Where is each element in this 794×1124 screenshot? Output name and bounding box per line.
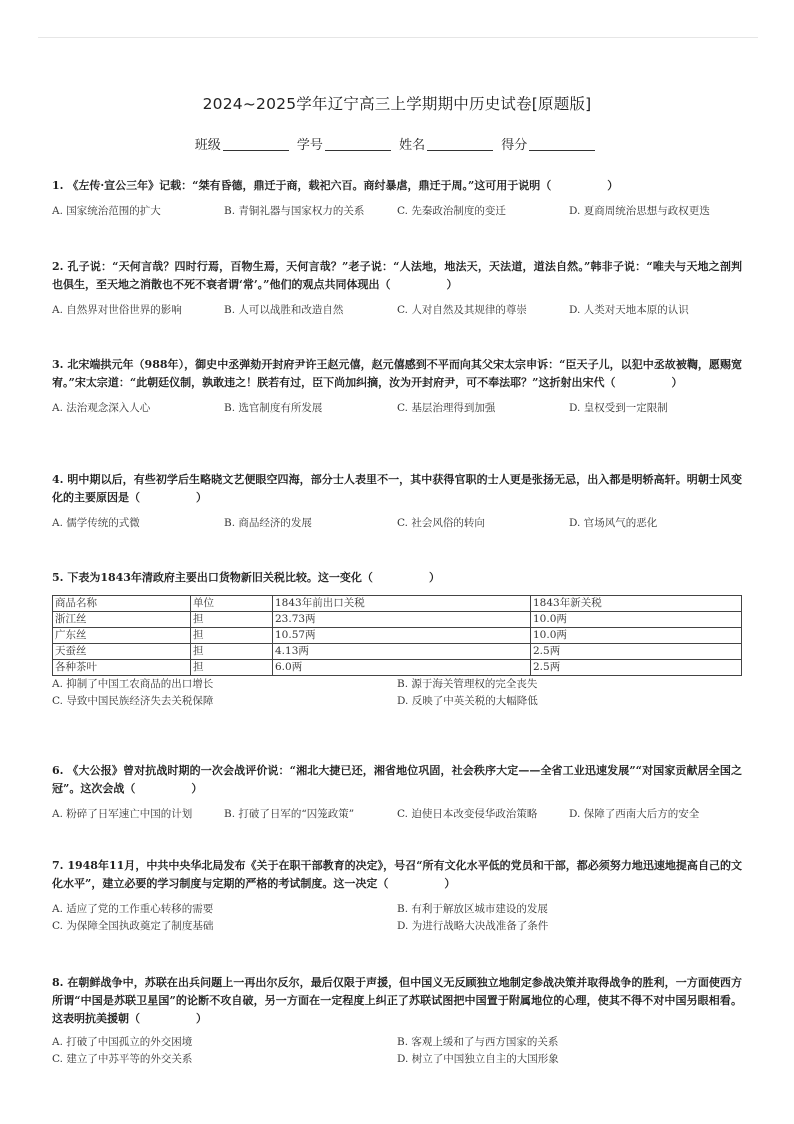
page-title: 2024~2025学年辽宁高三上学期期中历史试卷[原题版] — [202, 95, 592, 113]
option-b[interactable]: B. 源于海关管理权的完全丧失 — [397, 678, 538, 690]
class-blank[interactable] — [223, 150, 289, 151]
option-c[interactable]: C. 社会风俗的转向 — [397, 517, 485, 529]
student-info-line — [0, 134, 794, 153]
table-cell: 2.5两 — [531, 660, 742, 676]
question-7 — [52, 857, 742, 935]
option-a[interactable]: A. 打破了中国孤立的外交困境 — [52, 1036, 193, 1048]
question-stem: 5. 下表为1843年清政府主要出口货物新旧关税比较。这一变化（ ） — [52, 571, 440, 584]
option-c[interactable]: C. 为保障全国执政奠定了制度基础 — [52, 920, 214, 932]
option-d[interactable]: D. 人类对天地本原的认识 — [569, 304, 689, 316]
option-grid — [52, 1034, 742, 1068]
score-blank[interactable] — [529, 150, 595, 151]
class-label: 班级 — [194, 138, 221, 153]
option-d[interactable]: D. 树立了中国独立自主的大国形象 — [397, 1053, 559, 1065]
option-a[interactable]: A. 抑制了中国工农商品的出口增长 — [52, 678, 214, 690]
table-cell: 23.73两 — [273, 612, 531, 628]
option-a[interactable]: A. 儒学传统的式微 — [52, 517, 140, 529]
option-d[interactable]: D. 皇权受到一定限制 — [569, 402, 668, 414]
id-label: 学号 — [296, 138, 323, 153]
question-1 — [52, 177, 742, 221]
option-b[interactable]: B. 人可以战胜和改造自然 — [224, 304, 344, 316]
table-row — [53, 628, 742, 644]
table-cell: 担 — [191, 612, 273, 628]
table-header-row — [53, 596, 742, 612]
table-cell: 担 — [191, 660, 273, 676]
option-d[interactable]: D. 保障了西南大后方的安全 — [569, 808, 700, 820]
option-row — [52, 302, 742, 320]
table-cell: 天蚕丝 — [53, 644, 191, 660]
question-3 — [52, 356, 742, 418]
option-a[interactable]: A. 国家统治范围的扩大 — [52, 205, 161, 217]
option-a[interactable]: A. 适应了党的工作重心转移的需要 — [52, 903, 214, 915]
option-c[interactable]: C. 人对自然及其规律的尊崇 — [397, 304, 527, 316]
option-d[interactable]: D. 反映了中英关税的大幅降低 — [397, 695, 538, 707]
table-header-cell: 1843年前出口关税 — [273, 596, 531, 612]
table-header-cell: 1843年新关税 — [531, 596, 742, 612]
option-row — [52, 400, 742, 418]
option-a[interactable]: A. 法治观念深入人心 — [52, 402, 151, 414]
option-c[interactable]: C. 导致中国民族经济失去关税保障 — [52, 695, 214, 707]
option-b[interactable]: B. 商品经济的发展 — [224, 517, 312, 529]
option-d[interactable]: D. 为进行战略大决战准备了条件 — [397, 920, 549, 932]
table-row — [53, 660, 742, 676]
top-rule — [38, 37, 758, 38]
table-cell: 10.57两 — [273, 628, 531, 644]
table-cell: 各种茶叶 — [53, 660, 191, 676]
tariff-table — [52, 595, 742, 676]
question-5 — [52, 569, 742, 710]
option-row — [52, 806, 742, 824]
table-cell: 浙江丝 — [53, 612, 191, 628]
option-b[interactable]: B. 打破了日军的“囚笼政策” — [224, 808, 355, 820]
option-b[interactable]: B. 有利于解放区城市建设的发展 — [397, 903, 548, 915]
question-stem: 8. 在朝鲜战争中，苏联在出兵问题上一再出尔反尔，最后仅限于声援，但中国义无反顾独立地制定参战决策并取得战争的胜利，一方面使西方所谓“中国是苏联卫星国”的论断不攻自破，另一方面在一定程度上纠正了苏联试图把中国置于附属地位的心理，使其不得不对中国另眼相看。这表明抗美援朝（ ） — [52, 976, 742, 1025]
question-stem: 2. 孔子说：“天何言哉？四时行焉，百物生焉，天何言哉？”老子说：“人法地，地法天，天法道，道法自然。”韩非子说：“唯夫与天地之剖判也俱生，至天地之消散也不死不衰者谓‘常’。”他们的观点共同体现出（ ） — [52, 260, 742, 291]
option-c[interactable]: C. 建立了中苏平等的外交关系 — [52, 1053, 193, 1065]
option-c[interactable]: C. 迫使日本改变侵华政治策略 — [397, 808, 538, 820]
table-cell: 担 — [191, 644, 273, 660]
question-stem: 1. 《左传·宣公三年》记载：“桀有昏德，鼎迁于商，载祀六百。商纣暴虐，鼎迁于周。”这可用于说明（ ） — [52, 179, 619, 192]
option-row — [52, 515, 742, 533]
option-a[interactable]: A. 粉碎了日军速亡中国的计划 — [52, 808, 193, 820]
question-4 — [52, 471, 742, 533]
score-label: 得分 — [501, 138, 528, 153]
option-grid — [52, 901, 742, 935]
option-c[interactable]: C. 先秦政治制度的变迁 — [397, 205, 506, 217]
option-a[interactable]: A. 自然界对世俗世界的影响 — [52, 304, 182, 316]
table-header-cell: 单位 — [191, 596, 273, 612]
id-blank[interactable] — [325, 150, 391, 151]
option-c[interactable]: C. 基层治理得到加强 — [397, 402, 496, 414]
option-b[interactable]: B. 选官制度有所发展 — [224, 402, 323, 414]
option-d[interactable]: D. 官场风气的恶化 — [569, 517, 658, 529]
table-cell: 广东丝 — [53, 628, 191, 644]
question-stem: 7. 1948年11月，中共中央华北局发布《关于在职干部教育的决定》，号召“所有文化水平低的党员和干部，都必须努力地迅速地提高自己的文化水平”，建立必要的学习制度与定期的严格的考试制度。这一决定（ ） — [52, 859, 742, 890]
table-cell: 6.0两 — [273, 660, 531, 676]
option-grid — [52, 676, 742, 710]
question-stem: 3. 北宋端拱元年（988年），御史中丞弹劾开封府尹许王赵元僖，赵元僖感到不平而向其父宋太宗申诉：“臣天子儿，以犯中丞故被鞫，愿赐宽宥。”宋太宗道：“此朝廷仪制，孰敢违之！朕若有过，臣下尚加纠摘，汝为开封府尹，可不奉法耶？”这折射出宋代（ ） — [52, 358, 742, 389]
table-cell: 10.0两 — [531, 612, 742, 628]
table-row — [53, 612, 742, 628]
question-stem: 6. 《大公报》曾对抗战时期的一次会战评价说：“湘北大捷已还，湘省地位巩固，社会秩序大定——全省工业迅速发展”“对国家贡献居全国之冠”。这次会战（ ） — [52, 764, 742, 795]
option-d[interactable]: D. 夏商周统治思想与政权更迭 — [569, 205, 710, 217]
option-b[interactable]: B. 客观上缓和了与西方国家的关系 — [397, 1036, 559, 1048]
name-label: 姓名 — [399, 138, 426, 153]
table-cell: 担 — [191, 628, 273, 644]
question-8 — [52, 974, 742, 1068]
table-cell: 2.5两 — [531, 644, 742, 660]
question-6 — [52, 762, 742, 824]
question-stem: 4. 明中期以后，有些初学后生略晓文艺便眼空四海，部分士人表里不一，其中获得官职的士人更是张扬无忌，出入都是明轿高轩。明朝士风变化的主要原因是（ ） — [52, 473, 742, 504]
table-cell: 10.0两 — [531, 628, 742, 644]
option-b[interactable]: B. 青铜礼器与国家权力的关系 — [224, 205, 365, 217]
table-row — [53, 644, 742, 660]
name-blank[interactable] — [427, 150, 493, 151]
option-row — [52, 203, 742, 221]
table-header-cell: 商品名称 — [53, 596, 191, 612]
question-2 — [52, 258, 742, 320]
table-cell: 4.13两 — [273, 644, 531, 660]
